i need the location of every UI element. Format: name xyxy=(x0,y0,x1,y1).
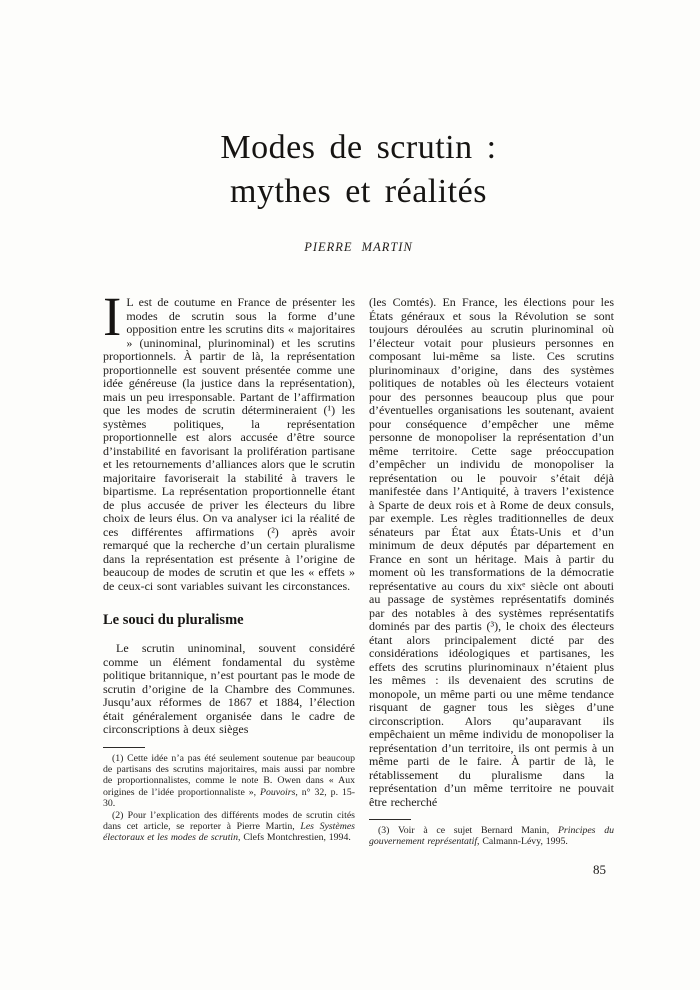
footnote-1-text-end: , n° 32, p. 15-30. xyxy=(103,786,355,810)
two-column-text-block xyxy=(103,286,614,878)
footnote-1 xyxy=(103,753,355,810)
drop-cap-initial: I xyxy=(103,286,122,347)
footnote-3-italic-title: Principes du gouvernement représentatif xyxy=(369,825,614,848)
text-column-right xyxy=(369,296,614,878)
section-paragraph: Le scrutin uninominal, souvent considéré comme un élément fondamental du système politique britannique, n’est pourtant pas le mode de scrutin d’origine de la Chambre des Communes. Jusqu’aux réformes de 1867 et 1884, l’élection était généralement organisée dans le cadre de circonscriptions à deux sièges xyxy=(103,641,355,736)
footnote-3-text-end: , Calmann-Lévy, 1995. xyxy=(477,836,568,848)
footnote-3-text: (3) Voir à ce sujet Bernard Manin, xyxy=(378,825,558,836)
footnote-2 xyxy=(103,810,355,844)
author-name: PIERRE MARTIN xyxy=(304,240,413,254)
intro-paragraph xyxy=(103,286,355,593)
article-title-line-2: mythes et réalités xyxy=(230,173,487,210)
article-title-line-1: Modes de scrutin : xyxy=(220,129,497,166)
intro-paragraph-text: L est de coutume en France de présenter les modes de scrutin sous la forme d’une opposition entre les scrutins dits « majoritaires » (uninominal, plurinominal) et les scrutins proportionnels. À partir de là, la représentation proportionnelle est souvent présentée comme une idée généreuse (la justice dans la représentation), mais un peu irresponsable. Partant de l’affirmation que les modes de scrutin détermineraient (¹) les systèmes politiques, la représentation proportionnelle est alors accusée d’être source d’instabilité en favorisant la prolifération partisane et les retournements d’alliances alors que le scrutin majoritaire favoriserait la stabilité à travers le bipartisme. La représentation proportionnelle étant de plus accusée de priver les électeurs du libre choix de leurs élus. On va analyser ici la réalité de ces différentes affirmations (²) après avoir remarqué que la recherche d’un certain pluralisme dans la représentation est présente à l’origine de beaucoup de modes de scrutin et que les « effets » de ceux-ci sont variables suivant les circonstances. xyxy=(103,295,355,593)
continuation-paragraph: (les Comtés). En France, les élections pour les États généraux et sous la Révolution se sont toujours déroulées au scrutin plurinominal où l’électeur votait pour plusieurs personnes en composant lui-même sa liste. Ces scrutins plurinominaux d’origine, dans des systèmes politiques de notables où les électeurs votaient pour des personnes beaucoup plus que pour d’éventuelles organisations les soutenant, avaient pour conséquence d’empêcher une même personne de monopoliser la représentation d’un même territoire. Cette sage préoccupation d’empêcher un individu de monopoliser la représentation ou le pouvoir s’était déjà manifestée dans l’Antiquité, à travers l’existence à Sparte de deux rois et à Rome de deux consuls, par exemple. Les règles traditionnelles de deux sénateurs par État aux États-Unis et d’un minimum de deux députés par département en France en sont un héritage. Mais à partir du moment où les transformations de la démocratie représentative au cours du xixᵉ siècle ont abouti au passage de systèmes représentatifs dominés par des notables à des systèmes représentatifs dominés par des partis (³), le choix des électeurs étant alors principalement dicté par des considérations idéologiques et partisanes, les effets des scrutins plurinominaux n’étaient plus les mêmes : ils devenaient des scrutins de monopole, un même parti ou une même tendance risquant de gagner tous les sièges d’une circonscription. Alors qu’auparavant ils empêchaient un même individu de monopoliser la représentation d’un territoire, ils ont permis à un même parti de le faire. À partir de là, le rétablissement du pluralisme dans la représentation d’un même territoire ne pouvait être recherché xyxy=(369,295,614,809)
section-heading: Le souci du pluralisme xyxy=(103,612,244,628)
footnote-3 xyxy=(369,825,614,848)
footnote-2-text: (2) Pour l’explication des différents modes de scrutin cités dans cet article, se reporter à Pierre Martin, xyxy=(103,809,355,832)
footnote-1-text: (1) Cette idée n’a pas été seulement soutenue par beaucoup de partisans des scrutins majoritaires, mais aussi par nombre de proportionnalistes, comme le note B. Owen dans « Aux origines de l’idée proportionnaliste », xyxy=(103,752,355,798)
text-column-left xyxy=(103,286,355,878)
footnote-divider xyxy=(103,747,145,748)
footnotes-left xyxy=(103,747,355,844)
footnote-1-italic-title: Pouvoirs xyxy=(260,786,296,798)
article-title xyxy=(103,126,614,214)
footnotes-right xyxy=(369,819,614,848)
footnote-2-italic-title: Les Systèmes électoraux et les modes de scrutin xyxy=(103,820,355,844)
page-number: 85 xyxy=(593,861,606,877)
footnote-divider xyxy=(369,819,411,820)
footnote-2-text-end: , Clefs Montchrestien, 1994. xyxy=(238,832,351,844)
